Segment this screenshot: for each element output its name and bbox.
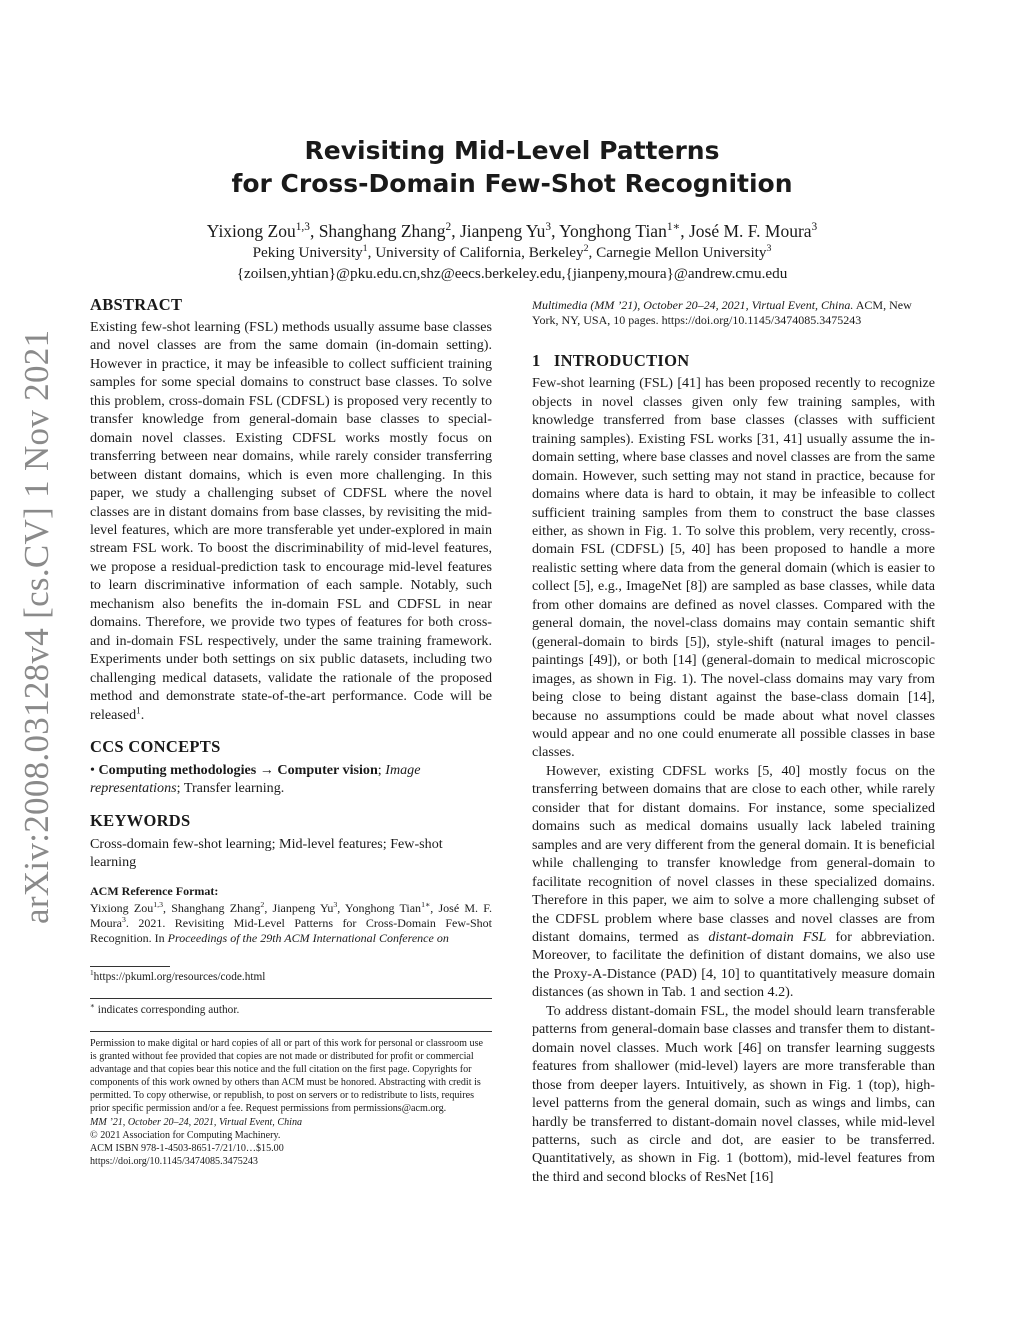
abstract-text [90, 318, 492, 724]
intro-paragraph-3: To address distant-domain FSL, the model should learn transferable patterns from general-domain base classes and transfer them to distant-domain novel classes. Much work [46] on transfer learning suggests features from shallower (mid-level) layers are more transferable than those from deeper layers. Intuitively, as shown in Fig. 1 (top), high-level patterns from the general domain, such as wings and limbs, can hardly be transferred to distant-domain novel classes, while mid-level patterns, such as circle and dot, are easier to be transferred. Quantitatively, as shown in Fig. 1 (bottom), mid-level features from the third and second blocks of ResNet [16] [532, 1002, 935, 1185]
abstract-end: . [140, 706, 145, 723]
right-column [532, 298, 935, 1186]
conference-line: MM ’21, October 20–24, 2021, Virtual Event, China [90, 1116, 303, 1128]
ccs-separator: ; [377, 761, 382, 778]
section-number: 1 [532, 351, 541, 371]
acm-reference-text [90, 901, 492, 947]
footnote-rule [90, 966, 170, 967]
affiliation-separator: , [367, 244, 376, 261]
affiliation-mark: 1 [362, 242, 368, 254]
footnote-text: https://pkuml.org/resources/code.html [93, 971, 266, 983]
ccs-italic-term: Image representations [90, 761, 421, 797]
ref-author: , Shanghang Zhang [162, 900, 261, 915]
ccs-heading: CCS CONCEPTS [90, 736, 221, 756]
keywords-text: Cross-domain few-shot learning; Mid-level features; Few-shot learning [90, 835, 443, 871]
author-separator: , [551, 221, 560, 241]
affiliation-name: Peking University [252, 244, 363, 261]
acm-reference-continued [532, 298, 935, 328]
title-line-1: Revisiting Mid-Level Patterns [304, 136, 720, 165]
ref-author: , Jianpeng Yu [264, 900, 334, 915]
ccs-bullet: • [90, 761, 95, 778]
ccs-concepts [90, 761, 492, 798]
keywords-heading: KEYWORDS [90, 810, 191, 830]
affiliation-list [0, 243, 1024, 262]
permission-block [90, 1037, 492, 1168]
author-name: Yonghong Tian [559, 221, 667, 241]
arxiv-identifier: arXiv:2008.03128v4 [cs.CV] 1 Nov 2021 [17, 329, 56, 924]
ref-sup: 1∗ [421, 899, 431, 909]
author-affiliation-mark: 3 [545, 221, 552, 234]
ccs-rest: ; Transfer learning. [176, 780, 285, 797]
ccs-subcategory: Computer vision [277, 761, 378, 778]
isbn-line: ACM ISBN 978-1-4503-8651-7/21/10…$15.00 [90, 1142, 284, 1154]
footnote-code-url [90, 970, 492, 985]
copyright-line: © 2021 Association for Computing Machinery. [90, 1129, 281, 1141]
ref-sup: 1,3 [153, 899, 163, 909]
introduction-heading [532, 350, 935, 372]
footnote-mark: ∗ [90, 1001, 95, 1011]
author-separator: , [680, 221, 689, 241]
permission-divider [90, 1031, 492, 1032]
author-affiliation-mark: 2 [445, 221, 452, 234]
ref-author: , José M. F. Moura [90, 900, 492, 931]
affiliation-mark: 2 [583, 242, 589, 254]
ref-venue: Multimedia (MM ’21), October 20–24, 2021, Virtual Event, China. [532, 298, 854, 312]
arrow-icon: → [259, 761, 274, 778]
acm-reference-heading: ACM Reference Format: [90, 883, 219, 898]
section-title: INTRODUCTION [553, 351, 690, 371]
ref-venue: Proceedings of the 29th ACM International Conference on [167, 931, 449, 946]
affiliation-name: University of California, Berkeley [375, 244, 584, 261]
paragraph-text: for abbreviation. Moreover, to facilitate the definition of distant domains, we also use the Proxy-A-Distance (PAD) [4, 10] to quantitatively measure domain distances (as shown in Tab. 1 and section 4.2). [532, 929, 935, 1001]
ref-sup: 3 [333, 899, 338, 909]
author-name: Jianpeng Yu [459, 221, 546, 241]
author-name: Yixiong Zou [206, 221, 296, 241]
author-affiliation-mark: 1,3 [295, 221, 310, 234]
author-list [0, 220, 1024, 242]
footnote-mark: 1 [136, 704, 141, 715]
author-emails: {zoilsen,yhtian}@pku.edu.cn,shz@eecs.berkeley.edu,{jianpeny,moura}@andrew.cmu.edu [236, 265, 788, 282]
author-separator: , [451, 221, 460, 241]
paragraph-text: However, existing CDFSL works [5, 40] mostly focus on the transferring between domains that are close to each other, while rarely consider that for distant domains. For instance, some specialized domains such as medical domains usually lack labeled training samples and are very different from the general domain. It is beneficial while challenging to transfer knowledge from general-domain to facilitate recognition of novel classes in these specialized domains. Therefore in this paper, we aim to solve a more challenging subset of the CDFSL problem where base classes and novel classes are from distant domains, termed as [532, 762, 935, 945]
intro-paragraph-1: Few-shot learning (FSL) [41] has been proposed recently to recognize objects in novel classes given only few training samples, with knowledge transferred from base classes (classes with sufficient training samples). Existing FSL works [31, 41] usually assume the in-domain setting, where base classes and novel classes are from the same domain. However, such setting may not stand in practice, because for domains where data is hard to obtain, it may be infeasible to collect sufficient training samples from them to construct the base classes either, as shown in Fig. 1. To solve this problem, very recently, cross-domain FSL (CDFSL) [5, 40] has been proposed to handle a more realistic setting where data from the general domain (which is easier to collect [5], e.g., ImageNet [8]) are sampled as base classes, while data from other domains are defined as novel classes. Compared with the general domain, the novel-class domains may contain semantic shift (general-domain to birds [5]), style-shift (natural images to pencil-paintings [49]), or both [14] (general-domain to medical microscopic images, as shown in Fig. 1). The novel-class domains may vary from being close to being distant against the base-class domain [14], because no assumptions could be made about what novel classes would appear and no one could enumerate all possible classes in base classes. [532, 375, 935, 761]
footnote-divider [90, 998, 492, 999]
abstract-heading: ABSTRACT [90, 295, 183, 314]
affiliation-separator: , [588, 244, 597, 261]
ref-sup: 3 [122, 915, 126, 925]
ref-author: , Yonghong Tian [337, 900, 422, 915]
ref-author: Yixiong Zou [90, 900, 154, 915]
author-name: José M. F. Moura [688, 221, 812, 241]
author-name: Shanghang Zhang [318, 221, 446, 241]
ref-tail: ACM, New York, NY, USA, 10 pages. https://doi.org/10.1145/3474085.3475243 [532, 298, 912, 328]
ref-sup: 2 [260, 899, 265, 909]
intro-paragraph-2 [532, 762, 935, 1002]
footnote-text: indicates corresponding author. [94, 1004, 240, 1016]
permission-text: Permission to make digital or hard copies of all or part of this work for personal or classroom use is granted without fee provided that copies are not made or distributed for profit or commercial advantage and that copies bear this notice and the full citation on the first page. Copyrights for components of this work owned by others than ACM must be honored. Abstracting with credit is permitted. To copy otherwise, or republish, to post on servers or to redistribute to lists, requires prior specific permission and/or a fee. Request permissions from permissions@acm.org. [90, 1038, 484, 1115]
footnote-corresponding [90, 1003, 492, 1018]
affiliation-mark: 3 [766, 242, 772, 254]
ccs-category: Computing methodologies [98, 761, 257, 778]
left-column [90, 294, 492, 947]
author-separator: , [309, 221, 319, 241]
paper-title [0, 134, 1024, 200]
footnote-mark: 1 [90, 968, 94, 978]
author-affiliation-mark: 3 [811, 221, 818, 234]
title-line-2: for Cross-Domain Few-Shot Recognition [231, 169, 793, 198]
author-affiliation-mark: 1∗ [666, 221, 681, 234]
doi-line: https://doi.org/10.1145/3474085.3475243 [90, 1155, 258, 1167]
italic-term: distant-domain FSL [708, 929, 827, 945]
affiliation-name: Carnegie Mellon University [596, 244, 767, 261]
ref-text: . 2021. Revisiting Mid-Level Patterns for Cross-Domain Few-Shot Recognition. In [90, 916, 492, 946]
abstract-body: Existing few-shot learning (FSL) methods usually assume base classes and novel classes are from the same domain (in-domain setting). However in practice, it may be infeasible to collect sufficient training samples for some special domains to construct base classes. To solve this problem, cross-domain FSL (CDFSL) is proposed very recently to transfer knowledge from general-domain base classes to special-domain novel classes. Existing CDFSL works mostly focus on transferring between near domains, while rarely consider transferring between distant domains, which is even more challenging. In this paper, we study a challenging subset of CDFSL where the novel classes are in distant domains from base classes, by revisiting the mid-level features, which are more transferable yet under-explored in main stream FSL work. To boost the discriminability of mid-level features, we propose a residual-prediction task to encourage mid-level features to learn discriminative information of each sample. Notably, such mechanism also benefits the in-domain FSL and CDFSL in near domains. Therefore, we provide two types of features for both cross- and in-domain FSL respectively, under the same training framework. Experiments under both settings on six public datasets, including two challenging medical datasets, validate the rationale of the proposed method and demonstrate state-of-the-art performance. Code will be released [90, 319, 492, 723]
